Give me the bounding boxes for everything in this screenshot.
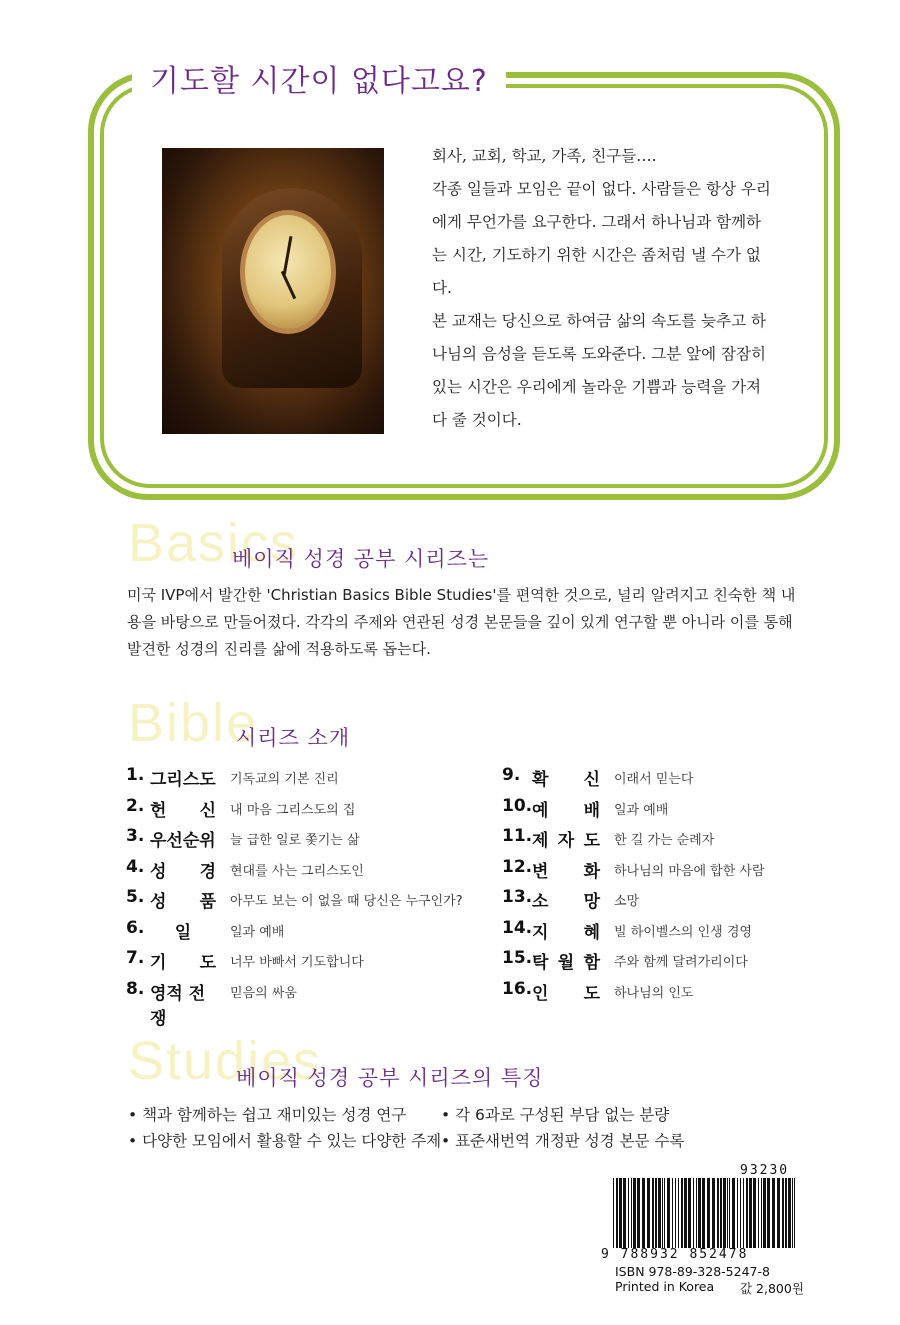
series-subtitle: 한 길 가는 순례자: [614, 833, 715, 848]
series-subtitle: 너무 바빠서 기도합니다: [230, 955, 364, 970]
series-subtitle: 기독교의 기본 진리: [230, 772, 339, 787]
series-name: 기 도: [150, 953, 216, 973]
ghost-word-basics: Basics: [128, 513, 300, 573]
series-name: 일: [174, 922, 192, 943]
series-name: 변 화: [532, 861, 600, 882]
series-name: 소 망: [532, 892, 600, 912]
box-title: 기도할 시간이 없다고요?: [132, 60, 506, 104]
barcode-bar: [712, 1178, 715, 1248]
barcode-bar: [616, 1178, 618, 1248]
barcode-bar: [720, 1178, 722, 1248]
series-name: 우선순위: [150, 831, 216, 851]
barcode-bar: [662, 1178, 663, 1248]
barcode-bar: [688, 1178, 691, 1248]
barcode-bar: [788, 1178, 791, 1248]
barcode-bar: [696, 1178, 697, 1248]
barcode-bar: [658, 1178, 661, 1248]
barcode-bar: [777, 1178, 780, 1248]
feature-item: • 각 6과로 구성된 부담 없는 분량: [441, 1106, 670, 1124]
barcode-bar: [642, 1178, 645, 1248]
barcode-bar: [763, 1178, 766, 1248]
barcode-graphic: [611, 1178, 797, 1248]
printed-in-label: Printed in Korea: [615, 1279, 715, 1294]
series-name: 영적 전쟁: [150, 983, 206, 1029]
series-name: 예 배: [532, 800, 600, 821]
barcode-bar: [753, 1178, 756, 1248]
intro-text: [432, 140, 772, 437]
barcode-bar: [785, 1178, 787, 1248]
series-number: 12.: [502, 856, 533, 877]
barcode-bar: [782, 1178, 784, 1248]
series-name: 인 도: [532, 983, 600, 1004]
series-name: 성 품: [150, 892, 216, 912]
series-number: 14.: [502, 917, 533, 938]
feature-item: • 표준새번역 개정판 성경 본문 수록: [441, 1132, 685, 1150]
intro-paragraph-2: 각종 일들과 모임은 끝이 없다. 사람들은 항상 우리에게 무언가를 요구한다. 그래서 하나님과 함께하는 시간, 기도하기 위한 시간은 좀처럼 낼 수가 없다.: [432, 180, 771, 297]
barcode-bar: [702, 1178, 705, 1248]
barcode-bar: [664, 1178, 665, 1248]
series-subtitle: 현대를 사는 그리스도인: [230, 863, 364, 879]
features-title: 베이직 성경 공부 시리즈의 특징: [236, 1066, 544, 1090]
barcode-bar: [647, 1178, 650, 1248]
clock-photo: [162, 148, 384, 434]
price-label: 값 2,800원: [740, 1281, 804, 1296]
barcode-bar: [707, 1178, 710, 1248]
barcode-bar: [637, 1178, 640, 1248]
series-number: 1.: [126, 765, 145, 785]
ghost-word-studies: Studies: [128, 1031, 323, 1091]
barcode-bar: [743, 1178, 744, 1248]
series-subtitle: 하나님의 인도: [614, 985, 694, 1001]
series-name: 그리스도: [150, 770, 216, 790]
barcode-bar: [619, 1178, 622, 1248]
series-number: 15.: [502, 948, 533, 968]
series-subtitle: 일과 예배: [614, 802, 669, 818]
series-subtitle: 믿음의 싸움: [230, 985, 297, 1001]
series-name: 성 경: [150, 861, 216, 882]
barcode-bar: [684, 1178, 687, 1248]
barcode-bar: [740, 1178, 741, 1248]
barcode-bar: [623, 1178, 626, 1248]
series-name: 확 신: [532, 770, 600, 790]
barcode-bar: [655, 1178, 657, 1248]
ghost-word-bible: Bible: [128, 693, 259, 753]
series-number: 4.: [126, 856, 145, 877]
series-subtitle: 아무도 보는 이 없을 때 당신은 누구인가?: [230, 894, 463, 909]
series-subtitle: 하나님의 마음에 합한 사람: [614, 863, 765, 879]
series-number: 7.: [126, 948, 145, 968]
series-name: 탁 월 함: [532, 953, 600, 973]
barcode-bar: [749, 1178, 752, 1248]
series-number: 16.: [502, 978, 533, 999]
series-number: 2.: [126, 795, 145, 816]
barcode-bar: [717, 1178, 719, 1248]
intro-paragraph-3: 본 교재는 당신으로 하여금 삶의 속도를 늦추고 하나님의 음성을 듣도록 도와준다. 그분 앞에 잠잠히 있는 시간은 우리에게 놀라운 기쁨과 능력을 가져다 줄 것이다.: [432, 312, 766, 429]
barcode-addon-number: 93230: [740, 1163, 790, 1178]
barcode-bar: [732, 1178, 735, 1248]
series-subtitle: 소망: [614, 894, 640, 909]
feature-item: • 다양한 모임에서 활용할 수 있는 다양한 주제: [128, 1132, 442, 1150]
barcode-bar: [746, 1178, 748, 1248]
barcode-bar: [678, 1178, 679, 1248]
series-number: 5.: [126, 887, 145, 907]
series-number: 11.: [502, 826, 533, 846]
barcode-bar: [681, 1178, 683, 1248]
barcode-bar: [613, 1178, 614, 1248]
barcode-bar: [693, 1178, 694, 1248]
series-name: 지 혜: [532, 922, 600, 943]
series-number: 9.: [502, 765, 521, 785]
barcode-bar: [758, 1178, 759, 1248]
series-subtitle: 이래서 믿는다: [614, 772, 694, 787]
barcode-bar: [633, 1178, 636, 1248]
series-number: 3.: [126, 826, 145, 846]
series-subtitle: 빌 하이벨스의 인생 경영: [614, 924, 752, 940]
series-subtitle: 늘 급한 일로 쫓기는 삶: [230, 833, 360, 848]
barcode-bar: [792, 1178, 793, 1248]
barcode-bar: [794, 1178, 795, 1248]
barcode-bar: [675, 1178, 676, 1248]
series-number: 10.: [502, 795, 533, 816]
isbn-label: ISBN 978-89-328-5247-8: [615, 1264, 770, 1279]
about-text: 미국 IVP에서 발간한 'Christian Basics Bible Studies'를 편역한 것으로, 널리 알려지고 친숙한 책 내용을 바탕으로 만들어졌다. 각각의 주제와 연관된 성경 본문들을 깊이 있게 연구할 뿐 아니라 이를 통해 발견한 성경의 진리를 삶에 적용하도록 돕는다.: [127, 586, 796, 658]
barcode-bar: [729, 1178, 730, 1248]
barcode-bar: [767, 1178, 770, 1248]
barcode-bar: [723, 1178, 726, 1248]
barcode-bar: [628, 1178, 629, 1248]
series-name: 제 자 도: [532, 831, 600, 851]
about-title: 베이직 성경 공부 시리즈는: [232, 547, 490, 571]
barcode-bar: [727, 1178, 728, 1248]
series-number: 13.: [502, 887, 533, 907]
barcode-bar: [772, 1178, 775, 1248]
intro-paragraph-1: 회사, 교회, 학교, 가족, 친구들….: [432, 147, 657, 165]
barcode-bar: [667, 1178, 670, 1248]
series-subtitle: 내 마음 그리스도의 집: [230, 802, 356, 818]
series-name: 헌 신: [150, 800, 216, 821]
barcode-bar: [737, 1178, 738, 1248]
series-subtitle: 일과 예배: [230, 924, 285, 940]
clock-face-shape: [240, 210, 336, 334]
feature-item: • 책과 함께하는 쉽고 재미있는 성경 연구: [128, 1106, 407, 1124]
series-subtitle: 주와 함께 달려가리이다: [614, 955, 748, 970]
series-title: 시리즈 소개: [236, 726, 351, 750]
barcode-bar: [652, 1178, 654, 1248]
barcode-bar: [698, 1178, 701, 1248]
barcode-bar: [672, 1178, 673, 1248]
series-number: 8.: [126, 978, 145, 999]
barcode-bar: [761, 1178, 762, 1248]
barcode-bar: [631, 1178, 632, 1248]
barcode-digits: 9 788932 852478: [601, 1247, 749, 1262]
series-number: 6.: [126, 917, 145, 938]
